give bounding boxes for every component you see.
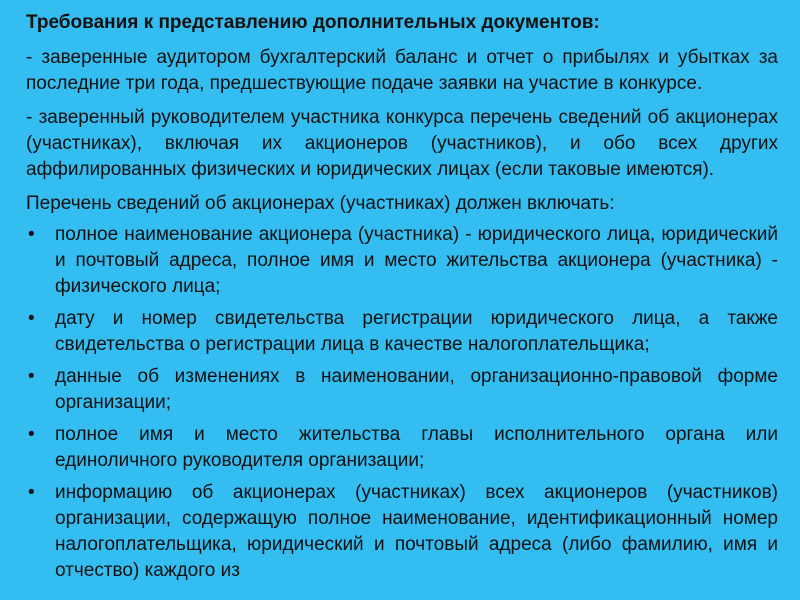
- list-item-text: данные об изменениях в наименовании, организационно-правовой форме организации;: [55, 366, 778, 413]
- bullet-icon: •: [28, 366, 35, 387]
- list-item-text: дату и номер свидетельства регистрации юридического лица, а также свидетельства о регистрации лица в качестве налогоплательщика;: [55, 308, 778, 355]
- list-item-text: полное имя и место жительства главы исполнительного органа или единоличного руководителя организации;: [55, 424, 778, 471]
- bullet-icon: •: [28, 308, 35, 329]
- bullet-icon: •: [28, 482, 35, 503]
- list-intro: Перечень сведений об акционерах (участниках) должен включать:: [26, 193, 615, 214]
- list-item: [26, 364, 778, 416]
- list-item-text: информацию об акционерах (участниках) всех акционеров (участников) организации, содержащую полное наименование, идентификационный номер налогоплательщика, юридический и почтовый адреса (либо фамилию, имя и отчество) каждого из: [55, 482, 778, 581]
- requirements-list: [26, 222, 778, 584]
- list-item: [26, 422, 778, 474]
- bullet-icon: •: [28, 224, 35, 245]
- paragraph-shareholder-list: - заверенный руководителем участника конкурса перечень сведений об акционерах (участниках), включая их акционеров (участников), и обо всех других аффилированных физических и юридических лицах (если таковые имеются).: [26, 107, 778, 180]
- list-item: [26, 306, 778, 358]
- bullet-icon: •: [28, 424, 35, 445]
- list-item: [26, 222, 778, 300]
- list-item: [26, 480, 778, 584]
- paragraph-audited-balance: - заверенные аудитором бухгалтерский баланс и отчет о прибылях и убытках за последние три года, предшествующие подаче заявки на участие в конкурсе.: [26, 47, 778, 94]
- list-item-text: полное наименование акционера (участника) - юридического лица, юридический и почтовый адреса, полное имя и место жительства акционера (участника) - физического лица;: [55, 224, 778, 297]
- slide-heading: Требования к представлению дополнительных документов:: [26, 12, 600, 33]
